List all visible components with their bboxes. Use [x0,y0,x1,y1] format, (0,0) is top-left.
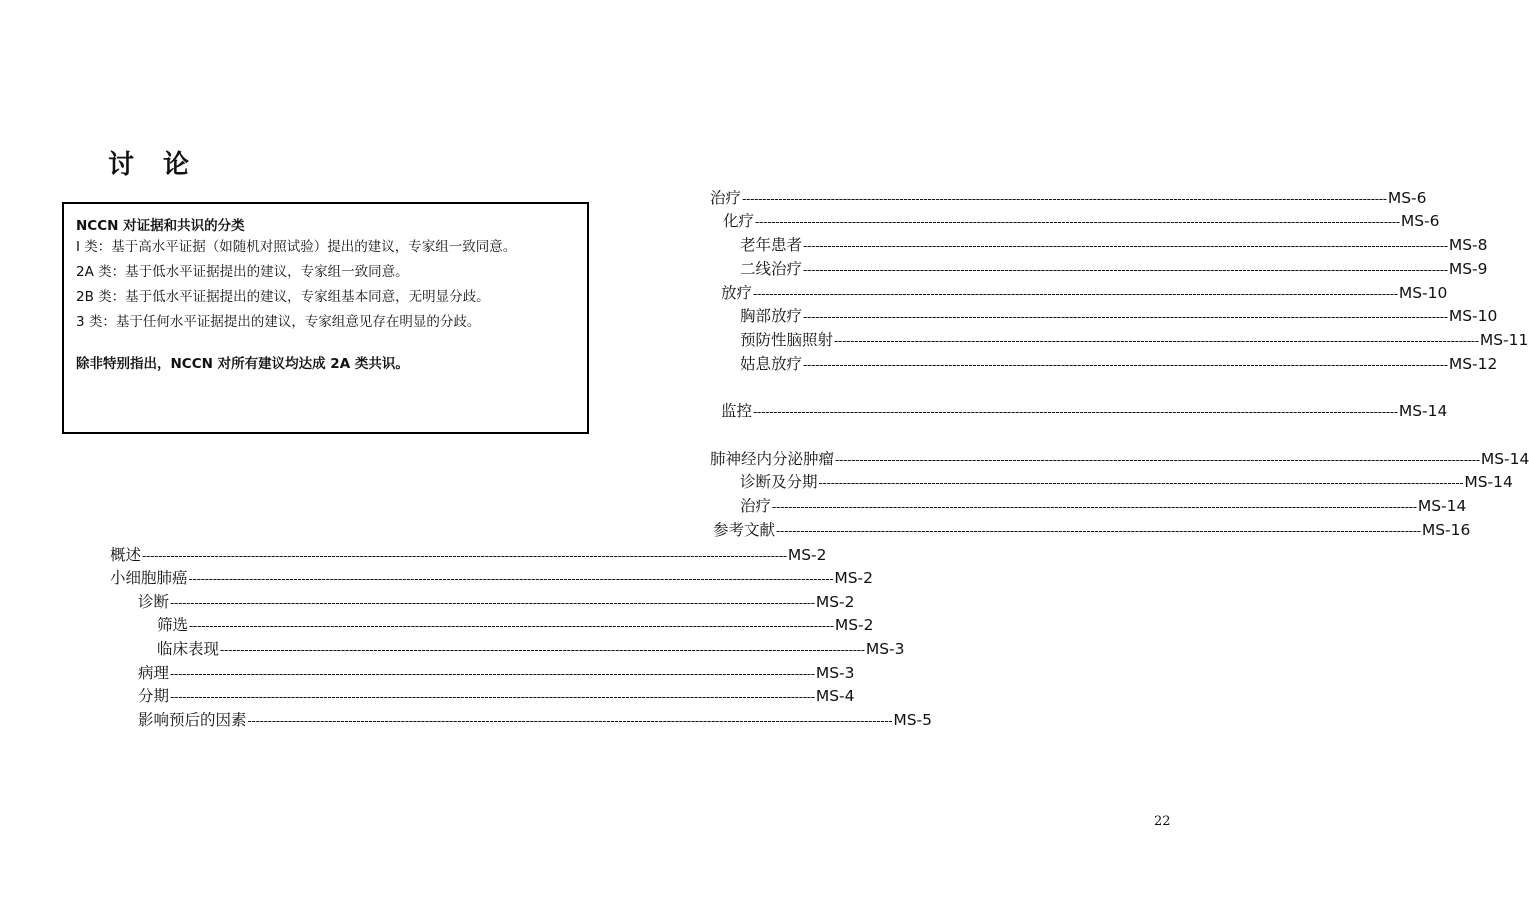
toc-leader: ---------------------------------------------------------------------------------------------------------------------------------------------------------------- [742,192,1387,206]
toc-leader: ---------------------------------------------------------------------------------------------------------------------------------------------------------------- [170,667,815,681]
toc-leader: ---------------------------------------------------------------------------------------------------------------------------------------------------------------- [772,500,1417,514]
toc-entry[interactable] [138,661,855,685]
toc-entry[interactable] [740,494,1467,518]
toc-label: 影响预后的因素 [138,711,247,729]
toc-label: 放疗 [721,284,753,302]
toc-leader: ---------------------------------------------------------------------------------------------------------------------------------------------------------------- [803,239,1448,253]
toc-page: MS-14 [1398,402,1448,420]
toc-label: 化疗 [723,212,755,230]
toc-leader: ---------------------------------------------------------------------------------------------------------------------------------------------------------------- [803,263,1448,277]
toc-page: MS-10 [1398,284,1448,302]
toc-entry[interactable] [740,470,1513,494]
toc-label: 姑息放疗 [740,355,803,373]
toc-leader: ---------------------------------------------------------------------------------------------------------------------------------------------------------------- [189,619,834,633]
toc-page: MS-16 [1421,521,1471,539]
toc-label: 病理 [138,664,170,682]
toc-label: 老年患者 [740,236,803,254]
toc-page: MS-2 [834,616,874,634]
toc-leader: ---------------------------------------------------------------------------------------------------------------------------------------------------------------- [170,690,815,704]
toc-leader: ---------------------------------------------------------------------------------------------------------------------------------------------------------------- [803,310,1448,324]
category-2b: 2B 类：基于低水平证据提出的建议，专家组基本同意，无明显分歧。 [76,289,490,305]
toc-label: 胸部放疗 [740,307,803,325]
toc-page: MS-14 [1417,497,1467,515]
toc-label: 参考文献 [713,521,776,539]
toc-label: 概述 [110,546,142,564]
toc-label: 预防性脑照射 [740,331,834,349]
toc-entry[interactable] [138,590,855,614]
toc-page: MS-5 [893,711,933,729]
toc-page: MS-2 [834,569,874,587]
toc-entry[interactable] [721,399,1448,423]
toc-entry[interactable] [713,518,1471,542]
toc-leader: ---------------------------------------------------------------------------------------------------------------------------------------------------------------- [188,572,834,586]
toc-page: MS-6 [1400,212,1440,230]
toc-entry[interactable] [740,257,1488,281]
toc-page: MS-6 [1387,189,1427,207]
toc-entry[interactable] [740,233,1488,257]
category-3: 3 类：基于任何水平证据提出的建议，专家组意见存在明显的分歧。 [76,314,481,330]
toc-entry[interactable] [710,447,1529,471]
toc-leader: ---------------------------------------------------------------------------------------------------------------------------------------------------------------- [142,549,787,563]
category-2a: 2A 类：基于低水平证据提出的建议，专家组一致同意。 [76,264,409,280]
evidence-categories-box [62,202,589,434]
toc-leader: ---------------------------------------------------------------------------------------------------------------------------------------------------------------- [220,643,865,657]
toc-leader: ---------------------------------------------------------------------------------------------------------------------------------------------------------------- [755,215,1400,229]
toc-label: 临床表现 [157,640,220,658]
toc-leader: ---------------------------------------------------------------------------------------------------------------------------------------------------------------- [834,334,1479,348]
toc-entry[interactable] [740,328,1529,352]
toc-label: 治疗 [710,189,742,207]
toc-leader: ---------------------------------------------------------------------------------------------------------------------------------------------------------------- [753,287,1398,301]
toc-page: MS-11 [1479,331,1529,349]
page-title: 讨 论 [108,150,200,180]
toc-page: MS-14 [1464,473,1513,491]
toc-entry[interactable] [723,209,1440,233]
toc-label: 诊断 [138,593,170,611]
toc-page: MS-10 [1448,307,1498,325]
toc-entry[interactable] [157,637,905,661]
toc-label: 诊断及分期 [740,473,818,491]
toc-page: MS-12 [1448,355,1498,373]
toc-label: 分期 [138,687,170,705]
toc-page: MS-2 [815,593,855,611]
toc-page: MS-14 [1480,450,1529,468]
toc-leader: ---------------------------------------------------------------------------------------------------------------------------------------------------------------- [803,358,1448,372]
toc-page: MS-8 [1448,236,1488,254]
consensus-note: 除非特别指出，NCCN 对所有建议均达成 2A 类共识。 [76,356,409,372]
toc-page: MS-2 [787,546,827,564]
toc-entry[interactable] [110,566,874,590]
toc-entry[interactable] [710,186,1427,210]
toc-entry[interactable] [721,281,1448,305]
toc-label: 监控 [721,402,753,420]
toc-label: 小细胞肺癌 [110,569,188,587]
page-number: 22 [1154,814,1171,829]
toc-leader: ---------------------------------------------------------------------------------------------------------------------------------------------------------------- [247,714,893,728]
toc-label: 二线治疗 [740,260,803,278]
toc-entry[interactable] [110,543,827,567]
toc-label: 肺神经内分泌肿瘤 [710,450,835,468]
toc-label: 治疗 [740,497,772,515]
toc-label: 筛选 [157,616,189,634]
toc-page: MS-4 [815,687,855,705]
toc-leader: ---------------------------------------------------------------------------------------------------------------------------------------------------------------- [170,596,815,610]
box-heading: NCCN 对证据和共识的分类 [76,218,245,234]
toc-page: MS-9 [1448,260,1488,278]
toc-entry[interactable] [157,613,874,637]
toc-page: MS-3 [865,640,905,658]
toc-entry[interactable] [138,708,933,732]
toc-entry[interactable] [740,352,1498,376]
toc-page: MS-3 [815,664,855,682]
toc-entry[interactable] [740,304,1498,328]
toc-leader: ---------------------------------------------------------------------------------------------------------------------------------------------------------------- [818,476,1464,490]
toc-leader: ---------------------------------------------------------------------------------------------------------------------------------------------------------------- [753,405,1398,419]
category-1: I 类：基于高水平证据（如随机对照试验）提出的建议，专家组一致同意。 [76,239,517,255]
toc-leader: ---------------------------------------------------------------------------------------------------------------------------------------------------------------- [776,524,1421,538]
toc-leader: ---------------------------------------------------------------------------------------------------------------------------------------------------------------- [835,453,1480,467]
toc-entry[interactable] [138,684,855,708]
